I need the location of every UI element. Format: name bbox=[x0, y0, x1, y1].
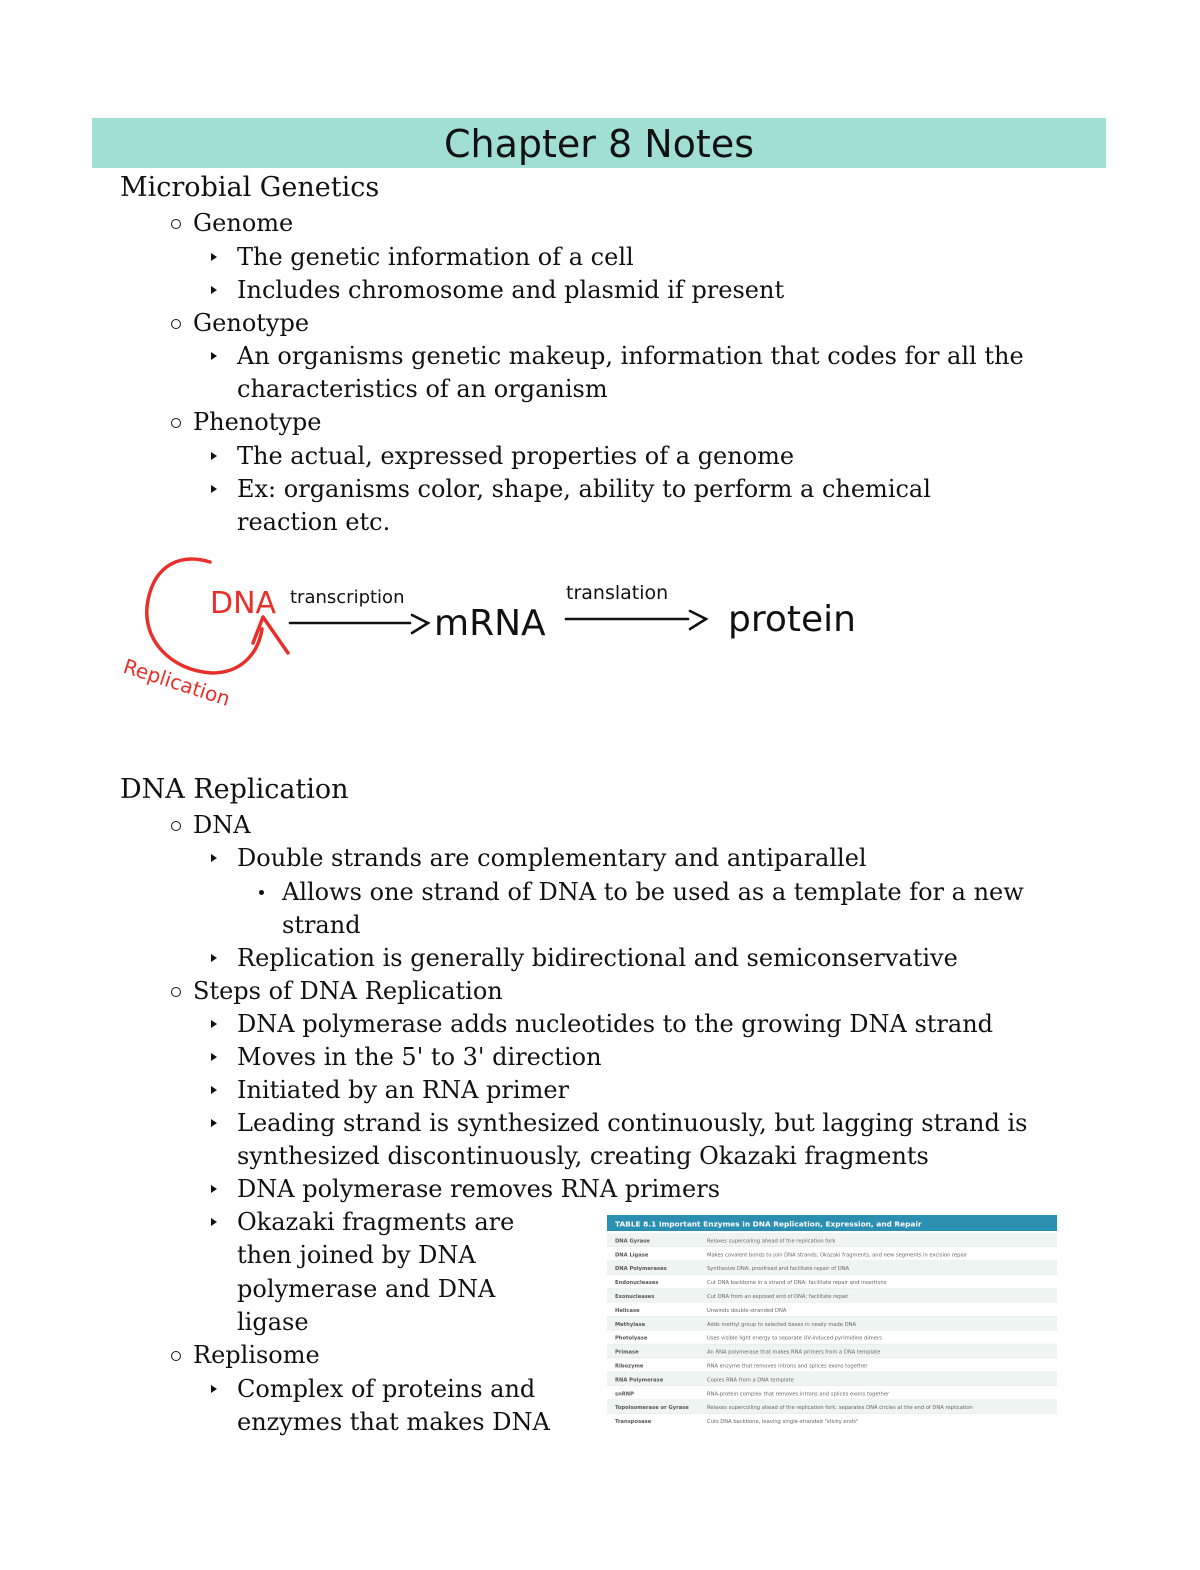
table-row bbox=[607, 1247, 1057, 1261]
table-cell-enzyme: RNA Polymerase bbox=[615, 1377, 664, 1384]
table-cell-function: Relaxes supercoiling ahead of the replication fork; separates DNA circles at the end of DNA replication bbox=[707, 1405, 973, 1412]
list-item-phenotype: Phenotype bbox=[193, 406, 321, 439]
central-dogma-diagram bbox=[110, 545, 870, 720]
list-item: DNA polymerase adds nucleotides to the growing DNA strand bbox=[237, 1008, 993, 1041]
table-cell-function: Synthesize DNA; proofread and facilitate repair of DNA bbox=[707, 1266, 850, 1273]
table-cell-function: Relaxes supercoiling ahead of the replication fork bbox=[707, 1238, 836, 1245]
table-cell-enzyme: snRNP bbox=[615, 1391, 634, 1398]
table-row bbox=[607, 1358, 1057, 1372]
table-cell-enzyme: DNA Polymerases bbox=[615, 1266, 667, 1273]
list-item: Double strands are complementary and antiparallel bbox=[237, 842, 867, 875]
replication-arrowhead bbox=[253, 617, 288, 653]
transcription-label: transcription bbox=[290, 587, 405, 608]
list-item-continuation: strand bbox=[282, 911, 361, 939]
table-cell-function: RNA-protein complex that removes introns and splices exons together bbox=[707, 1391, 890, 1398]
dna-label: DNA bbox=[210, 586, 277, 621]
list-item-continuation: then joined by DNA bbox=[237, 1241, 476, 1269]
section-heading-microbial-genetics: Microbial Genetics bbox=[120, 172, 380, 203]
list-item-steps: Steps of DNA Replication bbox=[193, 975, 503, 1008]
transcription-arrow bbox=[290, 615, 428, 633]
table-row bbox=[607, 1386, 1057, 1400]
replication-label: Replication bbox=[120, 653, 234, 711]
list-item-continuation: ligase bbox=[237, 1308, 309, 1336]
table-row bbox=[607, 1275, 1057, 1289]
table-cell-enzyme: Topoisomerase or Gyrase bbox=[615, 1405, 689, 1412]
section-heading-dna-replication: DNA Replication bbox=[120, 774, 349, 805]
translation-arrow bbox=[566, 611, 706, 629]
list-item: Initiated by an RNA primer bbox=[237, 1074, 569, 1107]
table-row bbox=[607, 1233, 1057, 1247]
list-item-continuation: synthesized discontinuously, creating Okazaki fragments bbox=[237, 1142, 929, 1170]
list-item: Allows one strand of DNA to be used as a template for a new bbox=[282, 876, 1024, 909]
list-item-continuation: characteristics of an organism bbox=[237, 375, 608, 403]
table-cell-enzyme: Exonucleases bbox=[615, 1294, 655, 1300]
table-cell-function: Cut DNA from an exposed end of DNA; facilitate repair bbox=[707, 1294, 849, 1300]
list-item-replisome: Replisome bbox=[193, 1339, 320, 1372]
table-row bbox=[607, 1303, 1057, 1317]
table-row bbox=[607, 1414, 1057, 1427]
table-row bbox=[607, 1372, 1057, 1386]
table-cell-function: Makes covalent bonds to join DNA strands; Okazaki fragments, and new segments in excision repair bbox=[707, 1252, 968, 1259]
list-item: An organisms genetic makeup, information that codes for all the bbox=[237, 340, 1024, 373]
table-cell-enzyme: Transposase bbox=[615, 1419, 652, 1426]
table-cell-function: Unwinds double-stranded DNA bbox=[707, 1307, 787, 1314]
list-item: The genetic information of a cell bbox=[237, 241, 634, 274]
table-cell-enzyme: DNA Gyrase bbox=[615, 1238, 650, 1245]
table-title: TABLE 8.1 Important Enzymes in DNA Replication, Expression, and Repair bbox=[615, 1219, 922, 1229]
table-row bbox=[607, 1316, 1057, 1330]
list-item: Complex of proteins and bbox=[237, 1373, 535, 1406]
page-title: Chapter 8 Notes bbox=[443, 122, 754, 166]
list-item-continuation: enzymes that makes DNA bbox=[237, 1408, 550, 1436]
table-cell-function: Cuts DNA backbone, leaving single-stranded "sticky ends" bbox=[707, 1419, 859, 1426]
table-cell-function: Cut DNA backbone in a strand of DNA; facilitate repair and insertions bbox=[707, 1280, 887, 1287]
table-cell-enzyme: Primase bbox=[615, 1349, 639, 1356]
enzyme-table-image bbox=[607, 1215, 1057, 1427]
list-item: Replication is generally bidirectional and semiconservative bbox=[237, 942, 958, 975]
list-item: The actual, expressed properties of a genome bbox=[237, 440, 794, 473]
table-cell-enzyme: Methylase bbox=[615, 1321, 646, 1328]
table-row bbox=[607, 1261, 1057, 1275]
table-cell-function: Uses visible light energy to separate UV-induced pyrimidine dimers bbox=[707, 1335, 882, 1342]
list-item: Okazaki fragments are bbox=[237, 1206, 514, 1239]
translation-label: translation bbox=[566, 582, 669, 604]
table-row bbox=[607, 1330, 1057, 1344]
mrna-label: mRNA bbox=[434, 603, 546, 644]
table-row-background bbox=[607, 1372, 1057, 1386]
list-item: Ex: organisms color, shape, ability to perform a chemical bbox=[237, 473, 931, 506]
table-cell-function: Adds methyl group to selected bases in newly made DNA bbox=[707, 1321, 857, 1328]
list-item-continuation: polymerase and DNA bbox=[237, 1275, 496, 1303]
list-item-dna: DNA bbox=[193, 809, 251, 842]
table-cell-function: An RNA polymerase that makes RNA primers from a DNA template bbox=[707, 1349, 881, 1356]
list-item: Leading strand is synthesized continuously, but lagging strand is bbox=[237, 1107, 1027, 1140]
table-row bbox=[607, 1344, 1057, 1358]
table-row bbox=[607, 1289, 1057, 1303]
list-item-genotype: Genotype bbox=[193, 307, 309, 340]
list-item-genome: Genome bbox=[193, 207, 293, 240]
table-cell-enzyme: Photolyase bbox=[615, 1335, 648, 1342]
title-banner bbox=[92, 118, 1106, 168]
list-item: Includes chromosome and plasmid if present bbox=[237, 274, 784, 307]
list-item-continuation: reaction etc. bbox=[237, 508, 391, 536]
table-cell-enzyme: Helicase bbox=[615, 1307, 640, 1314]
table-cell-function: Copies RNA from a DNA template bbox=[707, 1377, 794, 1384]
table-row bbox=[607, 1400, 1057, 1414]
table-cell-enzyme: DNA Ligase bbox=[615, 1252, 649, 1259]
table-cell-enzyme: Endonucleases bbox=[615, 1280, 659, 1287]
list-item: DNA polymerase removes RNA primers bbox=[237, 1173, 720, 1206]
protein-label: protein bbox=[728, 599, 856, 640]
table-body bbox=[607, 1233, 1057, 1427]
table-cell-enzyme: Ribozyme bbox=[615, 1363, 644, 1370]
table-cell-function: RNA enzyme that removes introns and splices exons together bbox=[707, 1363, 868, 1370]
list-item: Moves in the 5' to 3' direction bbox=[237, 1041, 602, 1074]
table-row-background bbox=[607, 1303, 1057, 1317]
